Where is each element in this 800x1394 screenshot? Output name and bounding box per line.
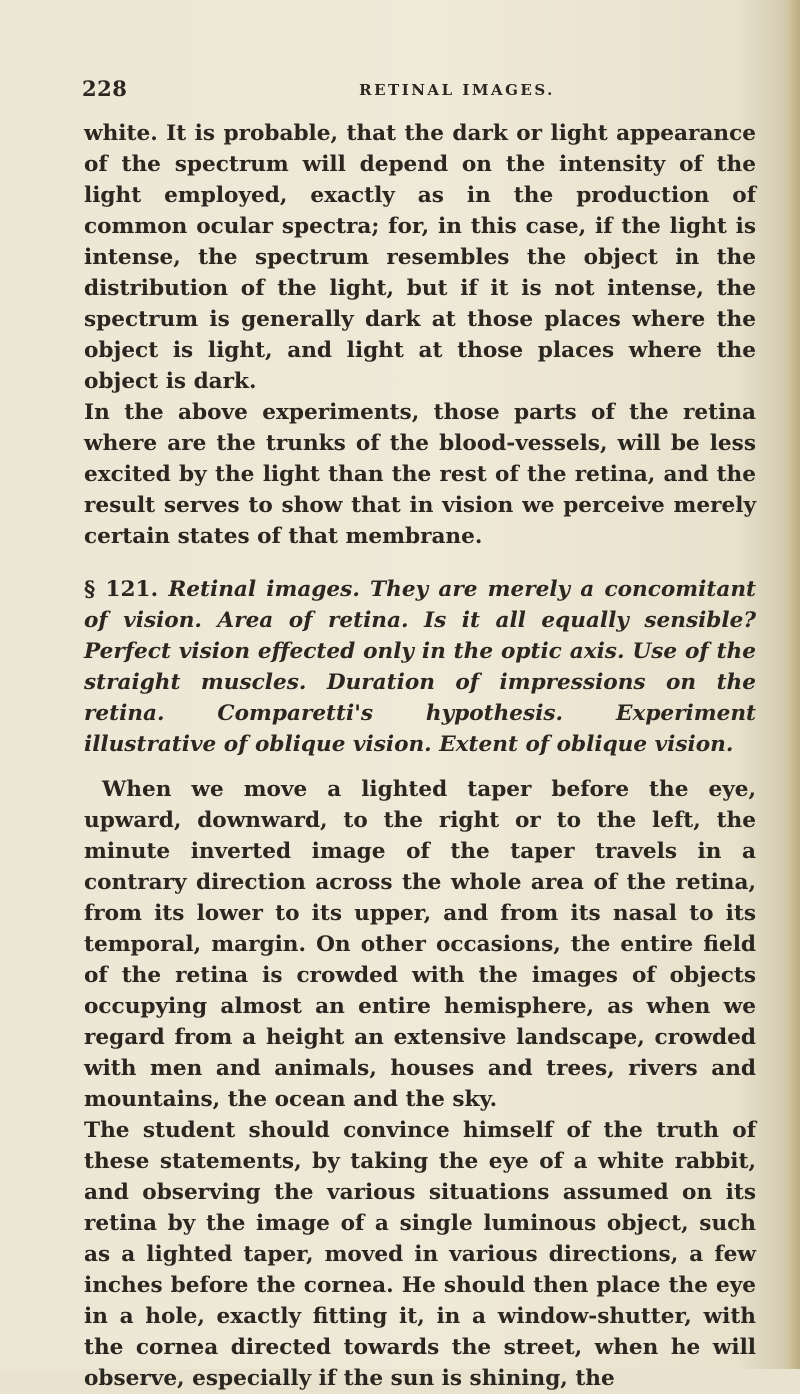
paragraph-4: The student should convince himself of the truth of these statements, by taking the eye of a white rabbit, and observing the various situations assumed on its retina by the image of a single luminous object, such as a lighted taper, moved in various directions, a few inches before the cornea. He should then place the eye in a hole, exactly fitting it, in a window-shutter, with the cornea directed towards the street, when he will observe, especially if the sun is shining, the (84, 1118, 756, 1391)
running-head: RETINAL IMAGES. (359, 81, 555, 99)
section-number: § 121. (84, 577, 159, 602)
page-number: 228 (82, 76, 128, 101)
paragraph-1: white. It is probable, that the dark or light appearance of the spectrum will depend on the intensity of the light employed, exactly as in the production of common ocular spectra; for, in this case, if the light is intense, the spectrum resembles the object in the distribution of the light, but if it is not intense, the spectrum is generally dark at those places where the object is light, and light at those places where the object is dark. (84, 121, 756, 394)
page-edge (786, 0, 800, 1369)
paragraph-3: When we move a lighted taper before the eye, upward, downward, to the right or to the left, the minute inverted image of the taper travels in a contrary direction across the whole area of the retina, from its lower to its upper, and from its nasal to its temporal, margin. On other occasions, the entire field of the retina is crowded with the images of objects occupying almost an entire hemisphere, as when we regard from a height an extensive landscape, crowded with men and animals, houses and trees, rivers and mountains, the ocean and the sky. (84, 777, 756, 1112)
page-body (84, 118, 756, 1394)
page-header (72, 76, 762, 106)
section-heading (84, 574, 756, 760)
paragraph-2: In the above experiments, those parts of the retina where are the trunks of the blood-vessels, will be less excited by the light than the rest of the retina, and the result serves to show that in vision we perceive merely certain states of that membrane. (84, 400, 756, 549)
section-topics: Retinal images. They are merely a concomitant of vision. Area of retina. Is it all equally sensible? Perfect vision effected only in the optic axis. Use of the straight muscles. Duration of impressions on the retina. Comparetti's hypothesis. Experiment illustrative of oblique vision. Extent of oblique vision. (84, 577, 756, 757)
